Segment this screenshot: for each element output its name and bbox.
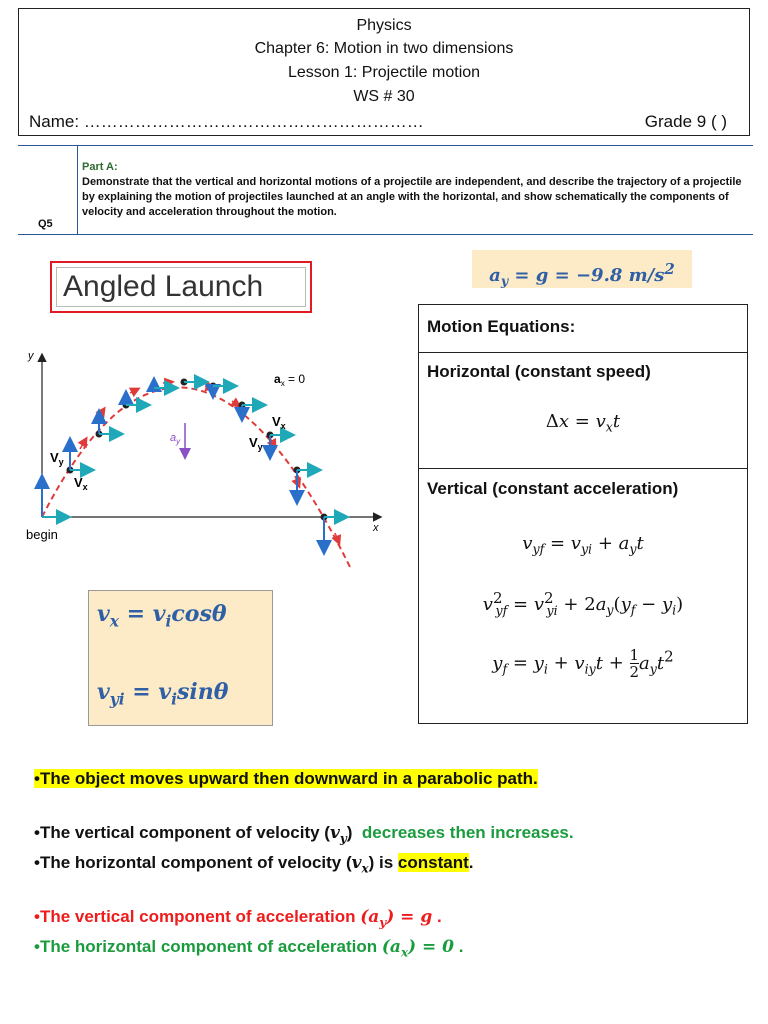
vy-label-left: $V_y$ xyxy=(50,450,64,467)
equations-title-row xyxy=(419,305,747,353)
chapter-title: Chapter 6: Motion in two dimensions xyxy=(254,40,514,57)
equations-title: Motion Equations: xyxy=(427,317,576,336)
velocity-vectors xyxy=(42,379,346,553)
vertical-equation-2: $v^2_{yf} = v^2_{yi} + 2a_y(y_f - y_i)$ xyxy=(482,589,684,618)
question-row xyxy=(18,145,753,235)
vx-label-right: $V_x$ xyxy=(272,414,286,431)
angled-launch-title: Angled Launch xyxy=(56,267,306,307)
question-number: Q5 xyxy=(38,218,53,230)
bullet-horizontal-velocity: •The horizontal component of velocity $(v_x)$ is constant. xyxy=(34,853,474,876)
x-axis-label: x xyxy=(373,522,379,534)
question-body: Demonstrate that the vertical and horizontal motions of a projectile are independent, and describe the trajectory of a projectile by explaining the motion of projectiles launched at an angle with the horizontal, and show schematically the components of velocity and acceleration throughout the motion. xyxy=(82,176,742,218)
part-label: Part A: xyxy=(82,161,118,173)
bullet-vertical-velocity: •The vertical component of velocity $(v_y)$ decreases then increases. xyxy=(34,823,574,846)
lesson-title: Lesson 1: Projectile motion xyxy=(287,64,481,81)
grade-field[interactable]: Grade 9 ( ) xyxy=(644,112,727,131)
ay-diagram-label: $a_y$ xyxy=(170,432,181,446)
vx-equation: $v_x = v_i\cos\theta$ xyxy=(97,601,227,631)
horizontal-title: Horizontal (constant speed) xyxy=(427,362,651,381)
velocity-components-box xyxy=(88,590,273,726)
vy-label-right: $V_y$ xyxy=(249,435,263,452)
ax-zero-label: $a_x = 0$ xyxy=(274,372,306,388)
vertical-row xyxy=(419,469,747,722)
vx-label-left: $V_x$ xyxy=(74,475,88,492)
trajectory-path xyxy=(42,387,350,567)
name-field[interactable]: Name: …………………………………………………… xyxy=(29,112,424,131)
horizontal-equation: $\Delta x = v_xt$ xyxy=(545,411,621,435)
bullet-horizontal-acceleration: •The horizontal component of acceleration $(a_x) = 0$ . xyxy=(34,937,464,960)
gravity-equation: $a_y = g = -9.8$ $m/s^2$ xyxy=(489,260,675,289)
question-label-cell xyxy=(18,146,78,234)
subject-title: Physics xyxy=(356,17,412,34)
begin-label: begin xyxy=(26,527,58,542)
motion-equations-table xyxy=(418,304,748,724)
vertical-title: Vertical (constant acceleration) xyxy=(427,479,679,498)
bullet-vertical-acceleration: •The vertical component of acceleration $(a_y) = g$ . xyxy=(34,907,442,930)
trajectory-diagram xyxy=(20,345,400,570)
question-text xyxy=(82,160,748,220)
gravity-equation-box xyxy=(472,250,692,288)
vertical-equation-1: $v_{yf} = v_{yi} + a_yt$ xyxy=(522,533,644,557)
worksheet-number: WS # 30 xyxy=(353,88,415,105)
bullet-parabolic: •The object moves upward then downward in a parabolic path. xyxy=(34,769,538,788)
vertical-equation-3: $y_f = y_i + v_{iy}t$ + $\frac{1}{2}$ $a_yt^2$ xyxy=(492,646,674,681)
worksheet-header xyxy=(18,8,750,136)
horizontal-row xyxy=(419,353,747,469)
angled-launch-title-box xyxy=(50,261,312,313)
vyi-equation: $v_{yi} = v_i\sin\theta$ xyxy=(97,679,229,709)
y-axis-label: y xyxy=(28,350,34,362)
